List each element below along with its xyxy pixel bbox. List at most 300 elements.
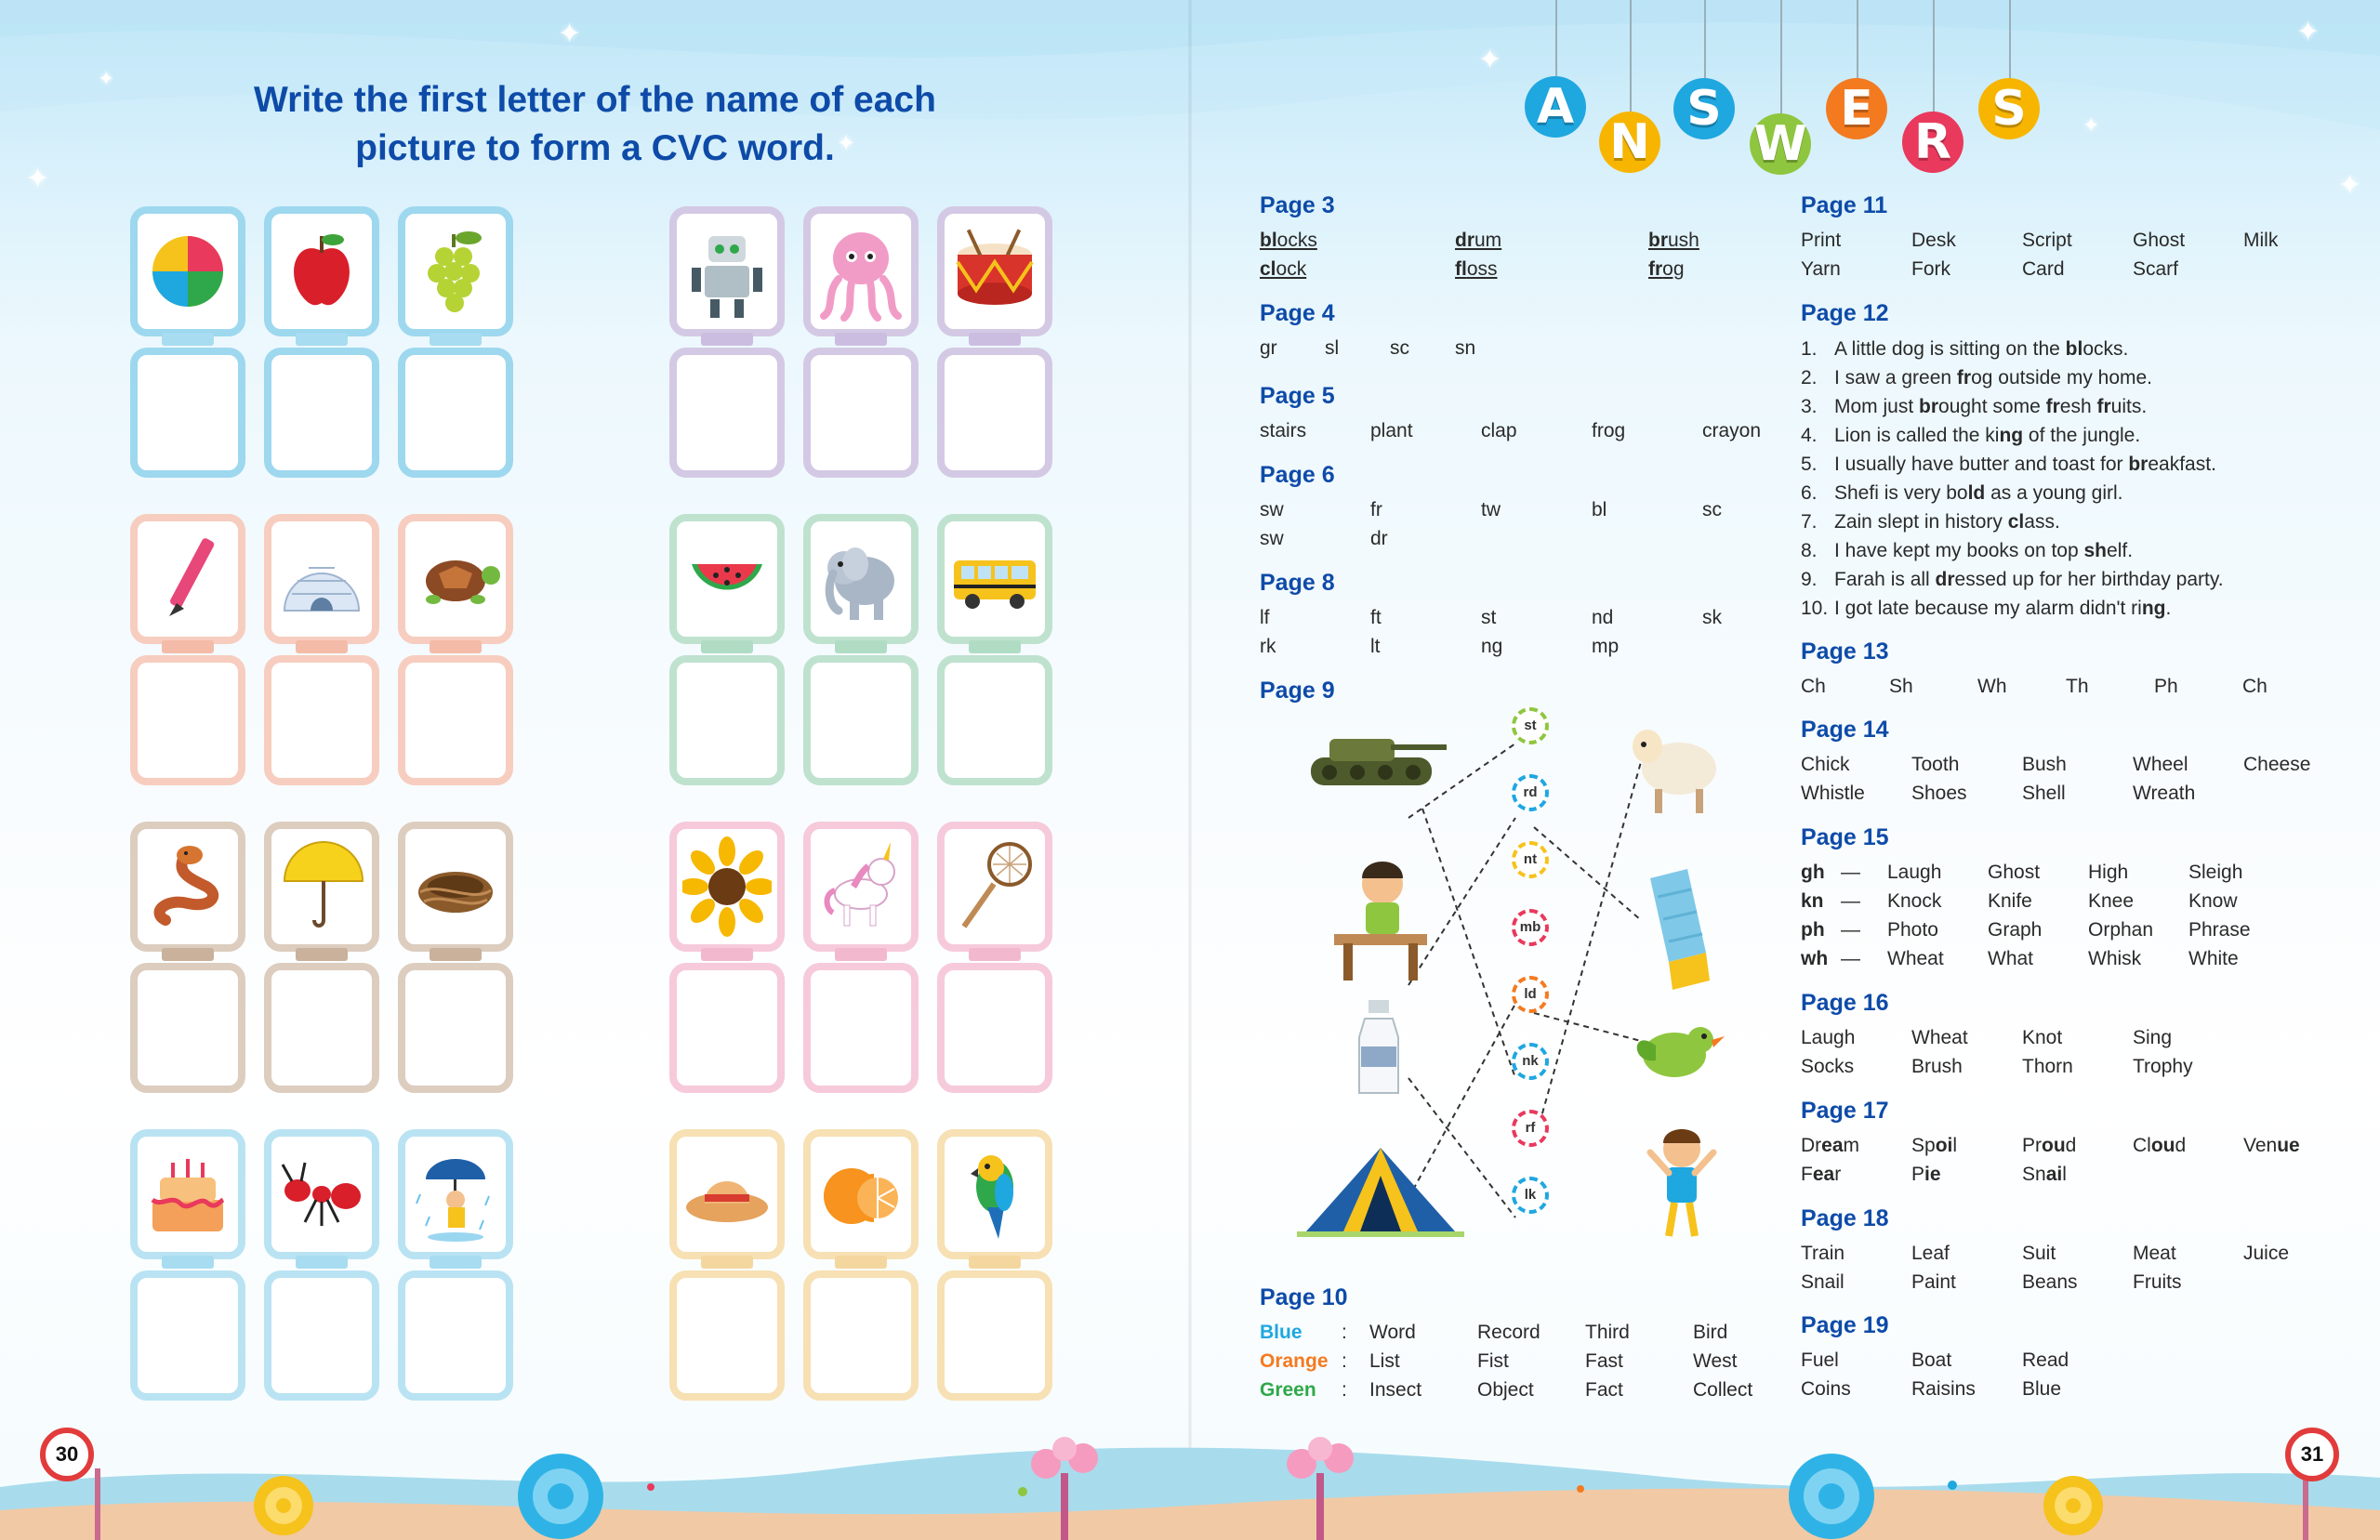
answer-word: Ghost	[1988, 862, 2041, 883]
answer-sentence: 7. Zain slept in history class.	[1801, 511, 2060, 533]
answer-word: dr	[1370, 528, 1388, 549]
sunflower-icon	[682, 835, 772, 939]
answer-word: Knot	[2022, 1027, 2063, 1048]
page-16-heading: Page 16	[1801, 990, 1889, 1016]
page-9-heading: Page 9	[1260, 678, 1335, 704]
balloon-string	[1857, 0, 1858, 78]
picture-card	[669, 206, 785, 336]
balloon-string	[1780, 0, 1782, 113]
answer-sentence: 9. Farah is all dressed up for her birthday party.	[1801, 569, 2224, 590]
net-icon	[950, 835, 1039, 939]
tank-icon	[1302, 720, 1460, 804]
picture-card	[937, 1129, 1052, 1259]
colon-separator: :	[1342, 1350, 1347, 1372]
card-connector-tab	[969, 640, 1021, 653]
answer-word: brush	[1648, 230, 1699, 251]
picture-card	[130, 822, 245, 952]
picture-card	[669, 1129, 785, 1259]
answers-title-letter: A	[1525, 76, 1586, 138]
page-3-heading: Page 3	[1260, 192, 1335, 218]
picture-card	[398, 206, 513, 336]
boy-jumping-icon	[1641, 1125, 1725, 1245]
answer-word: Sh	[1889, 676, 1913, 697]
answer-word: Script	[2022, 230, 2072, 251]
letter-answer-box[interactable]	[398, 1270, 513, 1401]
answer-word: Bird	[1693, 1322, 1728, 1343]
umbrella-icon	[277, 835, 366, 939]
lollipop-swirl-icon	[509, 1445, 612, 1540]
letter-answer-box[interactable]	[669, 1270, 785, 1401]
answer-word: Ghost	[2133, 230, 2186, 251]
letter-answer-box[interactable]	[264, 1270, 379, 1401]
card-connector-tab	[835, 333, 887, 346]
answer-word: bl	[1592, 499, 1607, 520]
dash-separator: —	[1841, 948, 1860, 969]
answer-word: plant	[1370, 420, 1413, 441]
snail-candy-icon	[242, 1464, 325, 1538]
picture-card	[398, 1129, 513, 1259]
answer-word: Object	[1477, 1379, 1534, 1401]
balloon-string	[1555, 0, 1557, 76]
dash-separator: —	[1841, 919, 1860, 941]
answer-word: sc	[1390, 337, 1409, 359]
colour-label: Green	[1260, 1379, 1316, 1401]
rain-icon	[411, 1142, 500, 1246]
picture-word-group	[669, 822, 1071, 1100]
lollipop-swirl-icon	[1780, 1445, 1883, 1540]
picture-word-group	[669, 206, 1071, 485]
answer-word: Knee	[2088, 890, 2135, 912]
picture-word-group	[669, 1129, 1071, 1408]
answer-word: Blue	[2022, 1378, 2062, 1400]
answer-word: Trophy	[2133, 1056, 2193, 1077]
sparkle-icon: ✦	[1478, 45, 1502, 75]
answer-word: sc	[1702, 499, 1722, 520]
card-connector-tab	[162, 333, 214, 346]
bird-icon	[1622, 1008, 1729, 1083]
silent-letter-key: kn	[1801, 890, 1824, 912]
picture-card	[130, 206, 245, 336]
page-19-heading: Page 19	[1801, 1312, 1889, 1338]
colour-label: Orange	[1260, 1350, 1329, 1372]
silent-letter-key: gh	[1801, 862, 1825, 883]
picture-card	[803, 822, 919, 952]
answer-sentence: 8. I have kept my books on top shelf.	[1801, 540, 2134, 561]
balloon-string	[2009, 0, 2011, 78]
page-14-heading: Page 14	[1801, 717, 1889, 743]
silent-letter-key: ph	[1801, 919, 1825, 941]
picture-card	[130, 514, 245, 644]
answer-word: Th	[2066, 676, 2089, 697]
answer-word: What	[1988, 948, 2034, 969]
picture-card	[130, 1129, 245, 1259]
answer-word: Desk	[1911, 230, 1956, 251]
blend-circle: mb	[1512, 909, 1549, 946]
answer-word: lf	[1260, 607, 1270, 628]
answer-word: Print	[1801, 230, 1842, 251]
answer-word: rk	[1260, 636, 1276, 657]
dash-separator: —	[1841, 890, 1860, 912]
cake-icon	[143, 1142, 232, 1246]
answer-word: Raisins	[1911, 1378, 1976, 1400]
sparkle-icon: ✦	[2338, 170, 2362, 201]
picture-card	[264, 1129, 379, 1259]
answer-word: High	[2088, 862, 2129, 883]
answer-word: Wheel	[2133, 754, 2188, 775]
answer-word: Photo	[1887, 919, 1938, 941]
answer-word: Proud	[2022, 1135, 2077, 1156]
answer-word: Wheat	[1911, 1027, 1968, 1048]
answer-word: clock	[1260, 258, 1307, 280]
picture-word-group	[130, 1129, 532, 1408]
picture-word-group	[669, 514, 1071, 793]
answer-word: Venue	[2243, 1135, 2300, 1156]
lamb-icon	[1627, 711, 1729, 818]
answer-word: floss	[1455, 258, 1498, 280]
instruction-line-1: Write the first letter of the name of each	[254, 80, 936, 120]
answer-word: sn	[1455, 337, 1476, 359]
hat-icon	[682, 1142, 772, 1246]
answers-title-letter: S	[1673, 78, 1735, 139]
answer-word: Insect	[1369, 1379, 1422, 1401]
balloon-string	[1933, 0, 1935, 112]
answer-word: Cheese	[2243, 754, 2311, 775]
card-connector-tab	[296, 1256, 348, 1269]
snake-icon	[143, 835, 232, 939]
answer-word: fr	[1370, 499, 1382, 520]
answer-word: Whisk	[2088, 948, 2142, 969]
answer-word: Ch	[1801, 676, 1826, 697]
igloo-icon	[277, 527, 366, 631]
answer-word: Graph	[1988, 919, 2043, 941]
picture-card	[264, 206, 379, 336]
card-connector-tab	[162, 640, 214, 653]
letter-answer-box[interactable]	[398, 655, 513, 785]
answer-word: Third	[1585, 1322, 1630, 1343]
letter-answer-box[interactable]	[264, 655, 379, 785]
answer-word: Whistle	[1801, 783, 1865, 804]
answer-word: Laugh	[1801, 1027, 1856, 1048]
answer-word: Brush	[1911, 1056, 1963, 1077]
card-connector-tab	[835, 640, 887, 653]
answer-word: Ch	[2242, 676, 2268, 697]
picture-card	[669, 822, 785, 952]
answer-word: Cloud	[2133, 1135, 2187, 1156]
answers-title-letter: E	[1826, 78, 1887, 139]
card-connector-tab	[430, 948, 482, 961]
card-connector-tab	[969, 948, 1021, 961]
answers-title-letter: W	[1750, 113, 1811, 175]
answer-sentence: 5. I usually have butter and toast for breakfast.	[1801, 454, 2216, 475]
picture-card	[937, 514, 1052, 644]
answer-word: Fear	[1801, 1164, 1842, 1185]
ant-icon	[277, 1142, 366, 1246]
answer-word: Meat	[2133, 1243, 2176, 1264]
sparkle-icon: ✦	[26, 164, 50, 194]
blend-circle: lk	[1512, 1177, 1549, 1214]
picture-card	[803, 206, 919, 336]
answer-sentence: 1. A little dog is sitting on the blocks.	[1801, 338, 2129, 360]
scarf-icon	[1632, 869, 1715, 994]
answer-word: Knock	[1887, 890, 1942, 912]
answer-sentence: 4. Lion is called the king of the jungle.	[1801, 425, 2141, 446]
answer-word: Yarn	[1801, 258, 1841, 280]
card-connector-tab	[430, 640, 482, 653]
answer-word: nd	[1592, 607, 1614, 628]
balloon-string	[1630, 0, 1632, 112]
blend-circle: nk	[1512, 1043, 1549, 1080]
letter-answer-box[interactable]	[937, 963, 1052, 1093]
candy-tree-icon	[1009, 1436, 1120, 1540]
apple-icon	[277, 219, 366, 323]
card-connector-tab	[162, 948, 214, 961]
answer-word: sl	[1325, 337, 1340, 359]
letter-answer-box[interactable]	[803, 348, 919, 478]
answer-word: drum	[1455, 230, 1502, 251]
tent-icon	[1297, 1139, 1464, 1241]
answer-word: Fuel	[1801, 1349, 1839, 1371]
answer-word: Shoes	[1911, 783, 1967, 804]
picture-card	[264, 514, 379, 644]
answer-word: List	[1369, 1350, 1400, 1372]
answer-word: West	[1693, 1350, 1738, 1372]
lollipop-stick-icon	[88, 1468, 107, 1540]
answer-word: Wheat	[1887, 948, 1944, 969]
sparkle-icon: ✦	[2296, 17, 2320, 47]
answer-word: Thorn	[2022, 1056, 2073, 1077]
answers-title-letter: R	[1902, 112, 1964, 173]
blend-circle: nt	[1512, 841, 1549, 878]
answer-word: ng	[1481, 636, 1503, 657]
letter-answer-box[interactable]	[130, 1270, 245, 1401]
answer-word: Snail	[2022, 1164, 2067, 1185]
answer-word: Train	[1801, 1243, 1845, 1264]
answer-word: Shell	[2022, 783, 2066, 804]
elephant-icon	[816, 527, 906, 631]
page-4-heading: Page 4	[1260, 300, 1335, 326]
answer-word: Juice	[2243, 1243, 2290, 1264]
answer-word: frog	[1648, 258, 1685, 280]
answer-word: Wreath	[2133, 783, 2196, 804]
answer-word: sk	[1702, 607, 1722, 628]
answer-word: blocks	[1260, 230, 1317, 251]
silent-letter-key: wh	[1801, 948, 1829, 969]
dashed-match-line	[1534, 827, 1641, 920]
answer-word: Knife	[1988, 890, 2032, 912]
dash-separator: —	[1841, 862, 1860, 883]
candy-tree-icon	[1264, 1436, 1376, 1540]
answer-word: gr	[1260, 337, 1277, 359]
watermelon-icon	[682, 527, 772, 631]
answer-word: Scarf	[2133, 258, 2179, 280]
letter-answer-box[interactable]	[264, 963, 379, 1093]
blend-circle: rd	[1512, 774, 1549, 811]
picture-card	[803, 1129, 919, 1259]
letter-answer-box[interactable]	[130, 348, 245, 478]
page-11-heading: Page 11	[1801, 192, 1888, 218]
answer-word: st	[1481, 607, 1497, 628]
card-connector-tab	[701, 1256, 753, 1269]
page-number-right: 31	[2285, 1428, 2339, 1481]
card-connector-tab	[969, 1256, 1021, 1269]
letter-answer-box[interactable]	[130, 963, 245, 1093]
answer-word: Spoil	[1911, 1135, 1958, 1156]
card-connector-tab	[701, 640, 753, 653]
answer-word: Paint	[1911, 1271, 1956, 1293]
sparkle-icon: ✦	[98, 67, 115, 90]
card-connector-tab	[430, 333, 482, 346]
letter-answer-box[interactable]	[803, 963, 919, 1093]
letter-answer-box[interactable]	[398, 963, 513, 1093]
page-8-heading: Page 8	[1260, 570, 1335, 596]
picture-word-group	[130, 822, 532, 1100]
answer-word: Word	[1369, 1322, 1416, 1343]
answer-word: crayon	[1702, 420, 1762, 441]
answer-word: ft	[1370, 607, 1382, 628]
answer-word: Orphan	[2088, 919, 2154, 941]
answer-sentence: 6. Shefi is very bold as a young girl.	[1801, 482, 2123, 504]
letter-answer-box[interactable]	[669, 348, 785, 478]
answer-word: lt	[1370, 636, 1381, 657]
answer-word: Snail	[1801, 1271, 1844, 1293]
answer-word: Dream	[1801, 1135, 1860, 1156]
bus-icon	[950, 527, 1039, 631]
answer-word: Boat	[1911, 1349, 1952, 1371]
card-connector-tab	[162, 1256, 214, 1269]
answer-sentence: 10. I got late because my alarm didn't ring.	[1801, 598, 2172, 619]
robot-icon	[682, 219, 772, 323]
picture-word-group	[130, 514, 532, 793]
answer-word: stairs	[1260, 420, 1307, 441]
answer-word: Ph	[2154, 676, 2178, 697]
letter-answer-box[interactable]	[264, 348, 379, 478]
nest-icon	[411, 835, 500, 939]
answer-word: Fork	[1911, 258, 1950, 280]
unicorn-icon	[816, 835, 906, 939]
letter-answer-box[interactable]	[937, 348, 1052, 478]
page-13-heading: Page 13	[1801, 638, 1889, 665]
letter-answer-box[interactable]	[803, 1270, 919, 1401]
answer-sentence: 2. I saw a green frog outside my home.	[1801, 367, 2153, 388]
milk-bottle-icon	[1355, 1000, 1402, 1102]
answer-word: Coins	[1801, 1378, 1851, 1400]
answer-word: Chick	[1801, 754, 1850, 775]
answer-word: Read	[2022, 1349, 2069, 1371]
turtle-icon	[411, 527, 500, 631]
picture-card	[803, 514, 919, 644]
answer-word: sw	[1260, 499, 1284, 520]
answer-word: mp	[1592, 636, 1620, 657]
blend-circle: st	[1512, 707, 1549, 744]
colon-separator: :	[1342, 1379, 1347, 1401]
letter-answer-box[interactable]	[937, 1270, 1052, 1401]
answer-word: sw	[1260, 528, 1284, 549]
answer-word: Sleigh	[2188, 862, 2243, 883]
card-connector-tab	[701, 333, 753, 346]
card-connector-tab	[835, 1256, 887, 1269]
instruction-heading	[186, 76, 1004, 173]
instruction-line-2: picture to form a CVC word.	[355, 128, 835, 168]
answer-word: frog	[1592, 420, 1626, 441]
answers-title-letter: N	[1599, 112, 1660, 173]
sparkle-icon: ✦	[558, 19, 582, 49]
answer-word: Fruits	[2133, 1271, 2182, 1293]
blend-circle: rf	[1512, 1110, 1549, 1147]
sparkle-icon: ✦	[837, 131, 856, 156]
picture-card	[669, 514, 785, 644]
letter-answer-box[interactable]	[937, 655, 1052, 785]
grapes-icon	[411, 219, 500, 323]
balloon-string	[1704, 0, 1706, 78]
letter-answer-box[interactable]	[398, 348, 513, 478]
picture-card	[264, 822, 379, 952]
drum-icon	[950, 219, 1039, 323]
colour-label: Blue	[1260, 1322, 1302, 1343]
answer-word: Collect	[1693, 1379, 1753, 1401]
page-18-heading: Page 18	[1801, 1205, 1889, 1231]
card-connector-tab	[296, 640, 348, 653]
answer-word: Tooth	[1911, 754, 1960, 775]
candy-land-ground	[0, 1431, 2380, 1540]
answer-word: Beans	[2022, 1271, 2078, 1293]
answer-word: Socks	[1801, 1056, 1855, 1077]
page-12-heading: Page 12	[1801, 300, 1889, 326]
answer-word: Record	[1477, 1322, 1540, 1343]
answers-title-letter: S	[1978, 78, 2040, 139]
answer-word: tw	[1481, 499, 1501, 520]
letter-answer-box[interactable]	[669, 963, 785, 1093]
answer-word: Sing	[2133, 1027, 2173, 1048]
answer-word: Wh	[1977, 676, 2007, 697]
answer-word: Card	[2022, 258, 2065, 280]
answer-word: Pie	[1911, 1164, 1941, 1185]
answer-word: Bush	[2022, 754, 2067, 775]
dashed-match-line	[1534, 762, 1641, 1143]
boy-desk-icon	[1325, 850, 1436, 985]
pen-icon	[143, 527, 232, 631]
book-spine	[1188, 0, 1192, 1540]
snail-candy-icon	[2031, 1464, 2115, 1538]
page-17-heading: Page 17	[1801, 1098, 1889, 1124]
card-connector-tab	[296, 948, 348, 961]
octopus-icon	[816, 219, 906, 323]
letter-answer-box[interactable]	[803, 655, 919, 785]
answer-word: Suit	[2022, 1243, 2056, 1264]
answer-word: clap	[1481, 420, 1517, 441]
picture-card	[937, 822, 1052, 952]
letter-answer-box[interactable]	[669, 655, 785, 785]
letter-answer-box[interactable]	[130, 655, 245, 785]
card-connector-tab	[969, 333, 1021, 346]
answer-word: Fast	[1585, 1350, 1623, 1372]
answer-word: Phrase	[2188, 919, 2251, 941]
answer-word: Know	[2188, 890, 2238, 912]
picture-card	[937, 206, 1052, 336]
orange-icon	[816, 1142, 906, 1246]
page-5-heading: Page 5	[1260, 383, 1335, 409]
dashed-match-line	[1422, 809, 1515, 1078]
card-connector-tab	[701, 948, 753, 961]
picture-card	[398, 822, 513, 952]
card-connector-tab	[296, 333, 348, 346]
card-connector-tab	[430, 1256, 482, 1269]
page-15-heading: Page 15	[1801, 824, 1889, 850]
answer-word: Milk	[2243, 230, 2279, 251]
answer-word: Leaf	[1911, 1243, 1950, 1264]
page-6-heading: Page 6	[1260, 462, 1335, 488]
parrot-icon	[950, 1142, 1039, 1246]
page-number-left: 30	[40, 1428, 94, 1481]
